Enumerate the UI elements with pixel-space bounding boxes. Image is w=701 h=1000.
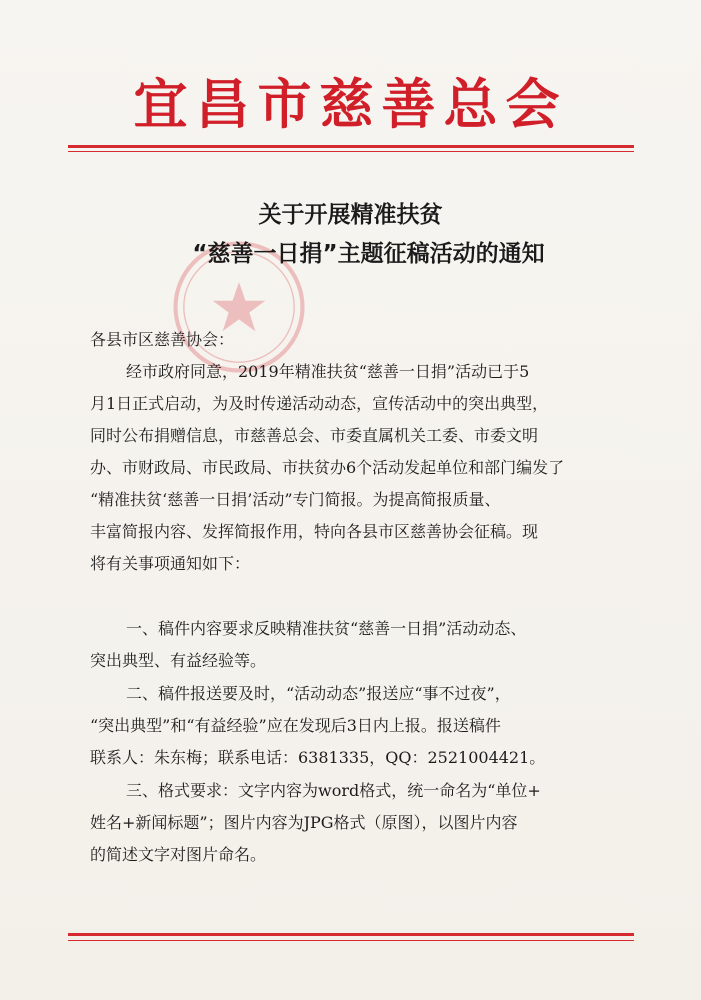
paragraph-line: 同时公布捐赠信息，市慈善总会、市委直属机关工委、市委文明 bbox=[90, 426, 539, 445]
paragraph-item-2 bbox=[90, 678, 630, 774]
document-title-line1: 关于开展精准扶贫 bbox=[258, 202, 443, 228]
paragraph-intro bbox=[90, 356, 630, 580]
paragraph-line: 二、稿件报送要及时，“活动动态”报送应“事不过夜”， bbox=[126, 684, 511, 703]
paragraph-line: 月1日正式启动，为及时传递活动动态，宣传活动中的突出典型， bbox=[90, 394, 549, 413]
paragraph-line: 办、市财政局、市民政局、市扶贫办6个活动发起单位和部门编发了 bbox=[90, 458, 565, 477]
paragraph-line: 经市政府同意，2019年精准扶贫“慈善一日捐”活动已于5 bbox=[126, 362, 530, 381]
paragraph-line: 将有关事项通知如下： bbox=[90, 554, 251, 573]
paragraph-item-1 bbox=[90, 613, 630, 677]
paragraph-line: 的简述文字对图片命名。 bbox=[90, 845, 267, 864]
paragraph-line: 姓名+新闻标题”；图片内容为JPG格式（原图），以图片内容 bbox=[90, 813, 518, 832]
paragraph-line: 联系人：朱东梅；联系电话：6381335，QQ：2521004421。 bbox=[90, 748, 546, 767]
paragraph-line: “精准扶贫‘慈善一日捐’活动”专门简报。为提高简报质量、 bbox=[90, 490, 501, 509]
paragraph-line: 丰富简报内容、发挥简报作用，特向各县市区慈善协会征稿。现 bbox=[90, 522, 539, 541]
header-rule-thick bbox=[68, 145, 634, 148]
paragraph-line: 三、格式要求：文字内容为word格式，统一命名为“单位+ bbox=[126, 781, 541, 800]
footer-rule-thick bbox=[68, 933, 634, 936]
salutation-text: 各县市区慈善协会： bbox=[90, 330, 235, 349]
paragraph-line: 一、稿件内容要求反映精准扶贫“慈善一日捐”活动动态、 bbox=[126, 619, 527, 638]
footer-rule-thin bbox=[68, 940, 634, 941]
paragraph-line: 突出典型、有益经验等。 bbox=[90, 651, 267, 670]
paragraph-item-3 bbox=[90, 775, 630, 871]
document-title-line2: “慈善一日捐”主题征稿活动的通知 bbox=[192, 241, 545, 267]
paragraph-line: “突出典型”和“有益经验”应在发现后3日内上报。报送稿件 bbox=[90, 716, 501, 735]
header-rule-thin bbox=[68, 151, 634, 152]
org-letterhead-title: 宜昌市慈善总会 bbox=[133, 72, 568, 136]
salutation bbox=[90, 324, 630, 356]
